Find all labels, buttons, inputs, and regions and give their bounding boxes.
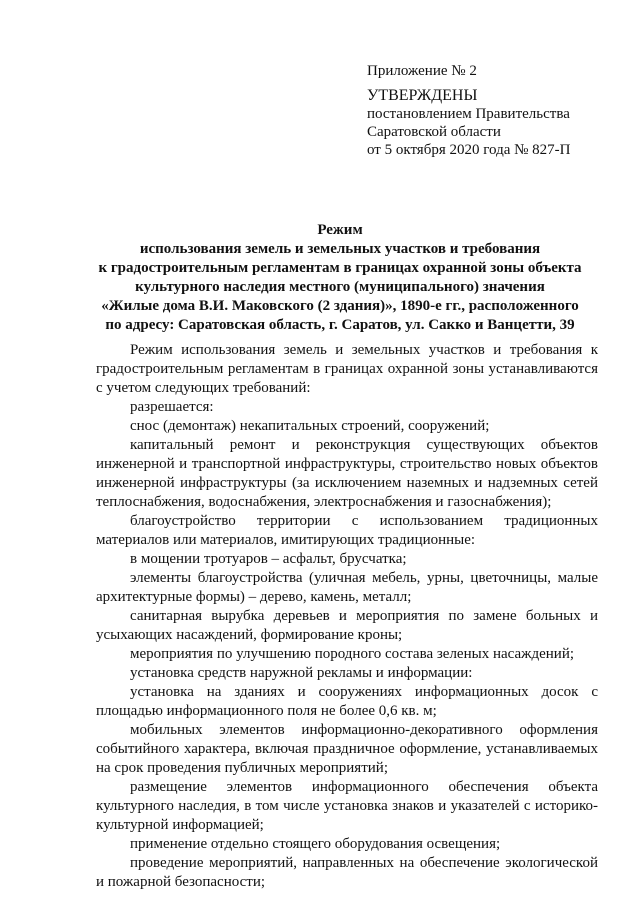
approval-line: от 5 октября 2020 года № 827-П: [367, 142, 571, 158]
title-line: использования земель и земельных участков и требования: [139, 241, 541, 257]
document-title: [60, 221, 620, 335]
body-paragraph: установка средств наружной рекламы и информации:: [130, 665, 473, 681]
appendix-number: Приложение № 2: [367, 63, 477, 79]
title-line: «Жилые дома В.И. Маковского (2 здания)», 1890-е гг., расположенного: [101, 298, 579, 314]
body-paragraph: санитарная вырубка деревьев и мероприятия по замене больных и усыхающих насаждений, формирование кроны;: [96, 608, 598, 643]
approval-line: постановлением Правительства: [367, 106, 570, 122]
body-paragraph: мероприятия по улучшению породного состава зеленых насаждений;: [130, 646, 575, 662]
approval-block: [367, 62, 627, 159]
body-paragraph: благоустройство территории с использованием традиционных материалов или материалов, имитирующих традиционные:: [96, 513, 598, 548]
body-paragraph: мобильных элементов информационно-декоративного оформления событийного характера, включая праздничное оформление, устанавливаемых на срок проведения публичных мероприятий;: [96, 722, 598, 776]
body-paragraph: размещение элементов информационного обеспечения объекта культурного наследия, в том числе установка знаков и указателей с историко-культурной информацией;: [96, 779, 598, 833]
body-paragraph: капитальный ремонт и реконструкция существующих объектов инженерной и транспортной инфраструктуры, строительство новых объектов инженерной инфраструктуры (за исключением наземных и надземных сетей теплоснабжения, водоснабжения, электроснабжения и газоснабжения);: [96, 437, 598, 510]
body-paragraph: элементы благоустройства (уличная мебель, урны, цветочницы, малые архитектурные формы) – дерево, камень, металл;: [96, 570, 598, 605]
body-paragraph: установка на зданиях и сооружениях информационных досок с площадью информационного поля не более 0,6 кв. м;: [96, 684, 598, 719]
title-line: по адресу: Саратовская область, г. Саратов, ул. Сакко и Ванцетти, 39: [105, 317, 575, 333]
body-paragraph: применение отдельно стоящего оборудования освещения;: [130, 836, 501, 852]
body-paragraph: в мощении тротуаров – асфальт, брусчатка;: [130, 551, 407, 567]
title-line: культурного наследия местного (муниципального) значения: [135, 279, 545, 295]
approved-heading: УТВЕРЖДЕНЫ: [367, 87, 478, 104]
approval-line: Саратовской области: [367, 124, 501, 140]
body-paragraph: снос (демонтаж) некапитальных строений, сооружений;: [130, 418, 490, 434]
body-paragraph: Режим использования земель и земельных участков и требования к градостроительным регламентам в границах охранной зоны устанавливаются с учетом следующих требований:: [96, 342, 598, 396]
title-line: Режим: [317, 222, 363, 238]
body-paragraph: разрешается:: [130, 399, 214, 415]
document-body: [96, 341, 598, 892]
body-paragraph: проведение мероприятий, направленных на обеспечение экологической и пожарной безопасности;: [96, 855, 598, 890]
title-line: к градостроительным регламентам в границах охранной зоны объекта: [98, 260, 582, 276]
